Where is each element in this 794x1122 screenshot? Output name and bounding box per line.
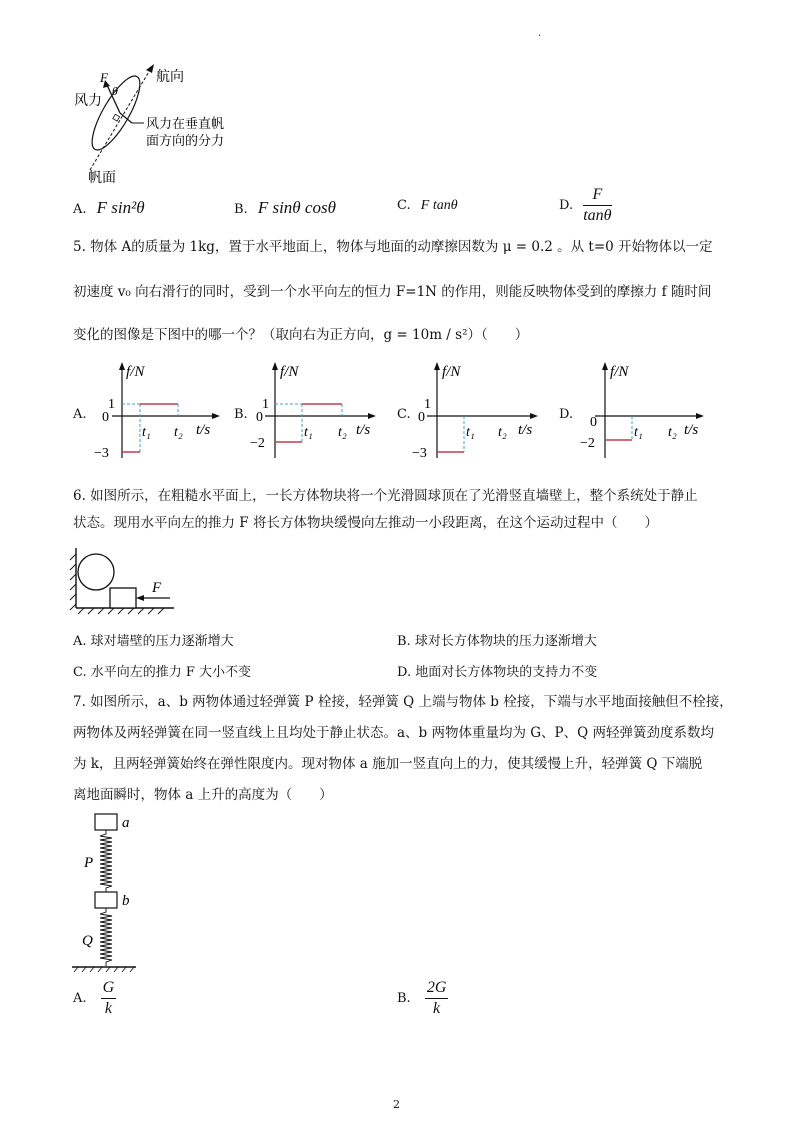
- svg-text:f/N: f/N: [126, 364, 145, 380]
- q4-f-label: F: [100, 70, 108, 85]
- svg-text:0: 0: [590, 415, 597, 430]
- svg-text:t/s: t/s: [684, 422, 699, 438]
- svg-text:1: 1: [262, 397, 269, 412]
- q6-line-1: 6. 如图所示，在粗糙水平面上，一长方体物块将一个光滑圆球顶在了光滑竖直墙壁上，整个系统处于静止: [73, 488, 698, 504]
- q5-graph-a: [92, 358, 232, 468]
- svg-text:t₁: t₁: [142, 425, 151, 440]
- q4-option-c: C. F tanθ: [397, 198, 458, 213]
- svg-text:0: 0: [418, 410, 425, 425]
- q6-option-b: B. 球对长方体物块的压力逐渐增大: [397, 634, 597, 649]
- q4-component-label-2: 面方向的分力: [146, 133, 225, 148]
- svg-text:0: 0: [102, 410, 109, 425]
- q7-line-2: 两物体及两轻弹簧在同一竖直线上且均处于静止状态。a、b 两物体重量均为 G、P、Q 两轻弹簧劲度系数均: [73, 725, 714, 741]
- q5-graph-d: [578, 358, 718, 468]
- q5-graph-b-letter: B.: [234, 407, 248, 422]
- q4-theta-label: θ: [112, 84, 118, 98]
- svg-text:f/N: f/N: [442, 364, 461, 380]
- svg-text:t₂: t₂: [338, 425, 347, 440]
- svg-text:t₂: t₂: [174, 425, 183, 440]
- svg-text:1: 1: [424, 397, 431, 412]
- svg-text:−3: −3: [412, 446, 427, 461]
- svg-text:t₂: t₂: [668, 425, 677, 440]
- q4-component-label-1: 风力在垂直帆: [146, 116, 225, 131]
- q6-option-c: C. 水平向左的推力 F 大小不变: [73, 665, 252, 680]
- page-number: 2: [393, 1098, 400, 1111]
- svg-text:f/N: f/N: [610, 364, 629, 380]
- svg-text:f/N: f/N: [280, 364, 299, 380]
- svg-text:−3: −3: [94, 446, 109, 461]
- svg-text:−2: −2: [580, 436, 595, 451]
- svg-text:t/s: t/s: [196, 422, 211, 438]
- q6-option-a: A. 球对墙壁的压力逐渐增大: [73, 634, 234, 649]
- q7-line-3: 为 k，且两轻弹簧始终在弹性限度内。现对物体 a 施加一竖直向上的力，使其缓慢上升，轻弹簧 Q 下端脱: [73, 756, 703, 772]
- svg-text:1: 1: [108, 397, 115, 412]
- q6-option-d: D. 地面对长方体物块的支持力不变: [397, 665, 598, 680]
- q4-option-b: B. F sinθ cosθ: [234, 198, 336, 217]
- svg-text:t/s: t/s: [518, 422, 533, 438]
- q7-line-1: 7. 如图所示，a、b 两物体通过轻弹簧 P 栓接，轻弹簧 Q 上端与物体 b 栓接，下端与水平地面接触但不栓接，: [73, 694, 733, 710]
- svg-text:F: F: [152, 580, 162, 596]
- svg-text:t₁: t₁: [466, 425, 475, 440]
- svg-text:t₁: t₁: [304, 425, 313, 440]
- q5-line-3: 变化的图像是下图中的哪一个？（取向右为正方向，g = 10m / s²）（ ）: [73, 327, 529, 343]
- svg-text:t/s: t/s: [356, 422, 371, 438]
- q5-graph-a-letter: A.: [73, 407, 87, 422]
- q7-line-4: 离地面瞬时，物体 a 上升的高度为（ ）: [73, 787, 333, 803]
- header-mark: .: [538, 28, 542, 39]
- q6-line-2: 状态。现用水平向左的推力 F 将长方体物块缓慢向左推动一小段距离，在这个运动过程中（ ）: [73, 515, 658, 531]
- svg-text:a: a: [122, 815, 130, 831]
- svg-text:t₂: t₂: [498, 425, 507, 440]
- q5-graph-c-letter: C.: [397, 407, 411, 422]
- q4-option-a: A. F sin²θ: [73, 198, 145, 217]
- svg-text:0: 0: [256, 410, 263, 425]
- svg-text:P: P: [84, 855, 94, 871]
- q6-wall-ball-figure: [66, 542, 186, 618]
- q4-option-d: D. $\frac{F}{\tan\theta}$: [559, 186, 612, 224]
- q5-graph-c: [412, 358, 552, 468]
- svg-text:Q: Q: [82, 933, 93, 949]
- q4-heading-label: 航向: [156, 70, 184, 85]
- q4-wind-label: 风力: [74, 94, 102, 109]
- q7-option-a: A. $\frac{G}{k}$: [73, 979, 115, 1017]
- q5-line-1: 5. 物体 A的质量为 1kg，置于水平地面上，物体与地面的动摩擦因数为 μ = 0.2 。从 t=0 开始物体以一定: [73, 239, 713, 255]
- svg-text:b: b: [122, 893, 130, 909]
- q4-sail-figure: [70, 55, 250, 190]
- q5-line-2: 初速度 v₀ 向右滑行的同时，受到一个水平向左的恒力 F=1N 的作用，则能反映物体受到的摩擦力 f 随时间: [73, 284, 712, 300]
- svg-text:t₁: t₁: [634, 425, 643, 440]
- q5-graph-d-letter: D.: [559, 407, 574, 422]
- q7-spring-figure: [70, 810, 150, 975]
- svg-text:−2: −2: [250, 436, 265, 451]
- q5-graph-b: [250, 358, 390, 468]
- q4-sail-label: 帆面: [88, 171, 116, 186]
- q7-option-b: B. $\frac{2G}{k}$: [397, 979, 447, 1017]
